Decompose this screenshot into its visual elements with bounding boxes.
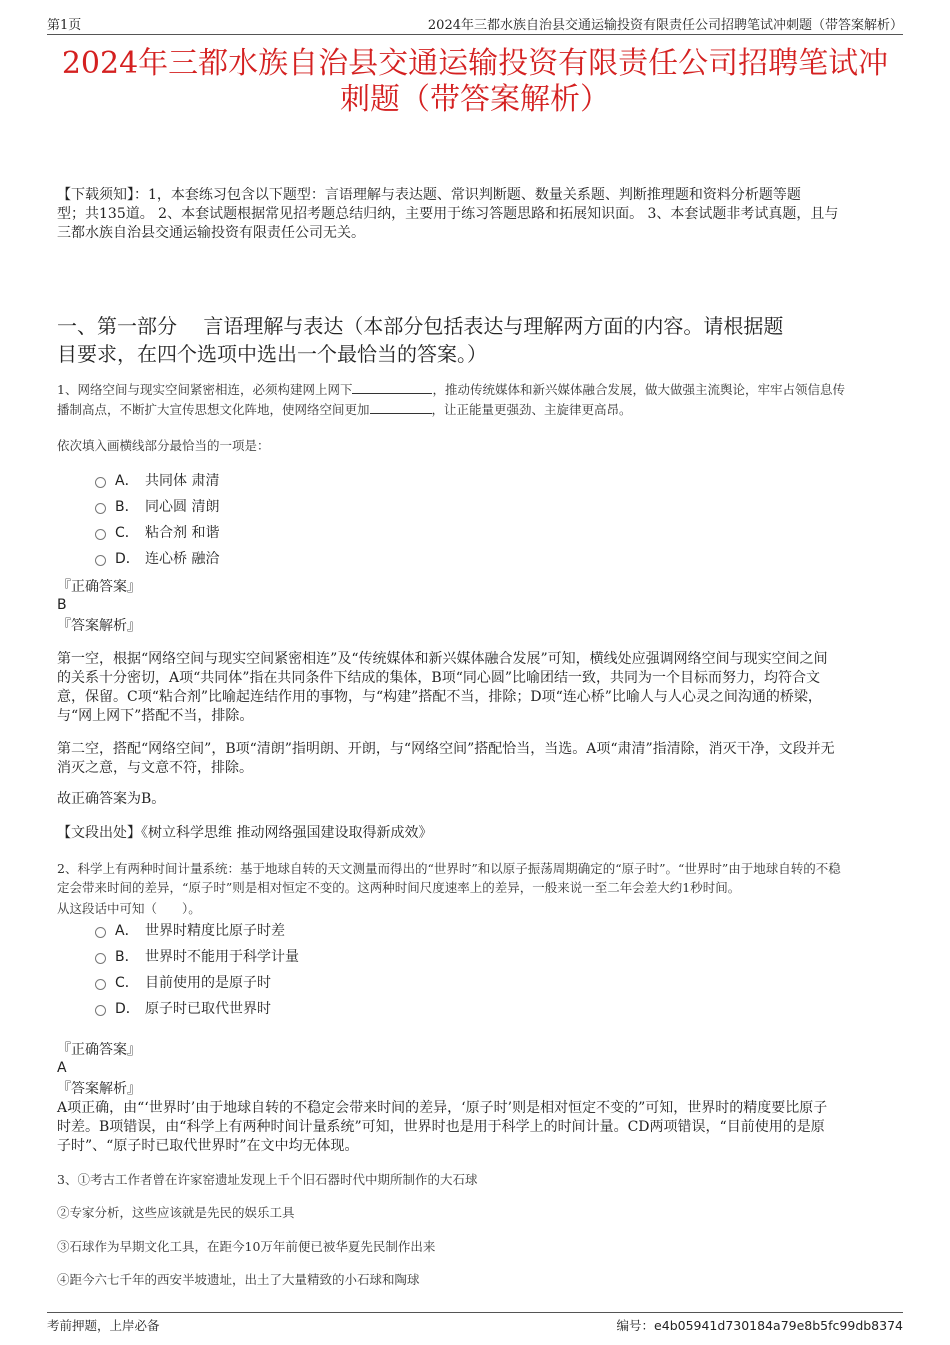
q2-option-c[interactable]: C． 目前使用的是原子时 bbox=[95, 970, 595, 996]
q1-options bbox=[95, 468, 595, 572]
notice-line-3: 三都水族自治县交通运输投资有限责任公司无关。 bbox=[57, 225, 365, 241]
q2-option-d[interactable]: D． 原子时已取代世界时 bbox=[95, 996, 595, 1022]
q2-stem-line-2: 定会带来时间的差异，“原子时”则是相对恒定不变的。这两种时间尺度速率上的差异，一般来说一至二年会差大约1秒时间。 bbox=[57, 880, 741, 895]
q1-stem-part-3: 播制高点，不断扩大宣传思想文化阵地，使网络空间更加 bbox=[57, 402, 370, 417]
q1-answer: B bbox=[57, 597, 67, 613]
title-line-1: 2024年三都水族自治县交通运输投资有限责任公司招聘笔试冲 bbox=[61, 46, 889, 81]
section-heading-line-1: 一、第一部分 言语理解与表达（本部分包括表达与理解两方面的内容。请根据题 bbox=[57, 314, 784, 338]
q2-prompt: 从这段话中可知（ ）。 bbox=[57, 901, 201, 916]
q2-answer-label: 『正确答案』 bbox=[57, 1042, 141, 1058]
q1-blank-1 bbox=[352, 381, 432, 394]
q3-statement-4: ④距今六七千年的西安半坡遗址，出土了大量精致的小石球和陶球 bbox=[57, 1272, 420, 1287]
q1-stem bbox=[57, 380, 897, 420]
q1-stem-part-4: ，让正能量更强劲、主旋律更高昂。 bbox=[431, 402, 632, 417]
section-heading bbox=[57, 312, 897, 368]
footer-code-value: e4b05941d730184a79e8b5fc99db8374 bbox=[654, 1318, 903, 1333]
q2-stem bbox=[57, 859, 897, 897]
q3-statement-3: ③石球作为早期文化工具，在距今10万年前便已被华夏先民制作出来 bbox=[57, 1239, 436, 1254]
radio-icon[interactable] bbox=[95, 927, 106, 938]
q1-option-d[interactable]: D． 连心桥 融洽 bbox=[95, 546, 595, 572]
page-footer bbox=[47, 1312, 903, 1335]
section-heading-line-2: 目要求，在四个选项中选出一个最恰当的答案。） bbox=[57, 342, 487, 366]
footer-code: 编号：e4b05941d730184a79e8b5fc99db8374 bbox=[616, 1318, 903, 1333]
q2-options bbox=[95, 918, 595, 1022]
q2-option-b[interactable]: B． 世界时不能用于科学计量 bbox=[95, 944, 595, 970]
q1-prompt: 依次填入画横线部分最恰当的一项是： bbox=[57, 438, 270, 453]
download-notice bbox=[57, 186, 897, 243]
q1-analysis-paragraph-1: 第一空，根据“网络空间与现实空间紧密相连”及“传统媒体和新兴媒体融合发展”可知，横线处应强调网络空间与现实空间之间 的关系十分密切，A项“共同体”指在共同条件下结成的集体，B项“同心圆”比喻团结一致，共同为一个目标而努力，均符合文 意，保留。C项“粘合剂”比喻起连结作用的事物，与“构建”搭配不当，排除；D项“连心桥”比喻人与人心灵之间沟通的桥梁， 与“网上网下”搭配不当，排除。 bbox=[57, 651, 828, 724]
q1-stem-part-2: ，推动传统媒体和新兴媒体融合发展，做大做强主流舆论，牢牢占领信息传 bbox=[432, 382, 845, 397]
title-line-2: 刺题（带答案解析） bbox=[340, 82, 610, 117]
page-header bbox=[47, 14, 903, 35]
q1-source: 【文段出处】《树立科学思维 推动网络强国建设取得新成效》 bbox=[57, 825, 433, 841]
q1-analysis-label: 『答案解析』 bbox=[57, 618, 141, 634]
q2-analysis-label: 『答案解析』 bbox=[57, 1081, 141, 1097]
radio-icon[interactable] bbox=[95, 953, 106, 964]
q2-analysis-paragraph: A项正确，由“‘世界时’由于地球自转的不稳定会带来时间的差异，‘原子时’则是相对恒定不变的”可知，世界时的精度要比原子 时差。B项错误，由“科学上有两种时间计量系统”可知，世界时也是用于科学上的时间计量。CD两项错误，“目前使用的是原 子时”、“原子时已取代世界时”在文中均无体现。 bbox=[57, 1100, 828, 1154]
header-doc-title: 2024年三都水族自治县交通运输投资有限责任公司招聘笔试冲刺题（带答案解析） bbox=[427, 18, 903, 33]
q1-stem-part-1: 1、网络空间与现实空间紧密相连，必须构建网上网下 bbox=[57, 382, 353, 397]
q2-stem-line-1: 2、科学上有两种时间计量系统：基于地球自转的天文测量而得出的“世界时”和以原子振荡周期确定的“原子时”。“世界时”由于地球自转的不稳 bbox=[57, 861, 841, 876]
q2-answer: A bbox=[57, 1060, 67, 1076]
q1-answer-label: 『正确答案』 bbox=[57, 579, 141, 595]
notice-line-2: 型；共135道。 2、本套试题根据常见招考题总结归纳，主要用于练习答题思路和拓展知识面。 3、本套试题非考试真题，且与 bbox=[57, 206, 839, 222]
radio-icon[interactable] bbox=[95, 555, 106, 566]
radio-icon[interactable] bbox=[95, 1005, 106, 1016]
q1-option-c[interactable]: C． 粘合剂 和谐 bbox=[95, 520, 595, 546]
radio-icon[interactable] bbox=[95, 979, 106, 990]
q1-option-b[interactable]: B． 同心圆 清朗 bbox=[95, 494, 595, 520]
q1-option-a[interactable]: A． 共同体 肃清 bbox=[95, 468, 595, 494]
q3-statement-2: ②专家分析，这些应该就是先民的娱乐工具 bbox=[57, 1205, 295, 1220]
notice-line-1: 【下载须知】：1，本套练习包含以下题型：言语理解与表达题、常识判断题、数量关系题、判断推理题和资料分析题等题 bbox=[57, 187, 801, 203]
document-title bbox=[47, 46, 903, 118]
radio-icon[interactable] bbox=[95, 529, 106, 540]
page-number: 第1页 bbox=[47, 18, 82, 33]
radio-icon[interactable] bbox=[95, 477, 106, 488]
q1-analysis-paragraph-2: 第二空，搭配“网络空间”，B项“清朗”指明朗、开朗，与“网络空间”搭配恰当，当选。A项“肃清”指清除，消灭干净，文段并无 消灭之意，与文意不符，排除。 bbox=[57, 741, 835, 776]
q3-statement-1: 3、①考古工作者曾在许家窑遗址发现上千个旧石器时代中期所制作的大石球 bbox=[57, 1172, 478, 1187]
footer-slogan: 考前押题，上岸必备 bbox=[47, 1318, 160, 1333]
radio-icon[interactable] bbox=[95, 503, 106, 514]
q2-option-a[interactable]: A． 世界时精度比原子时差 bbox=[95, 918, 595, 944]
q1-conclusion: 故正确答案为B。 bbox=[57, 791, 166, 807]
q1-blank-2 bbox=[370, 401, 432, 414]
